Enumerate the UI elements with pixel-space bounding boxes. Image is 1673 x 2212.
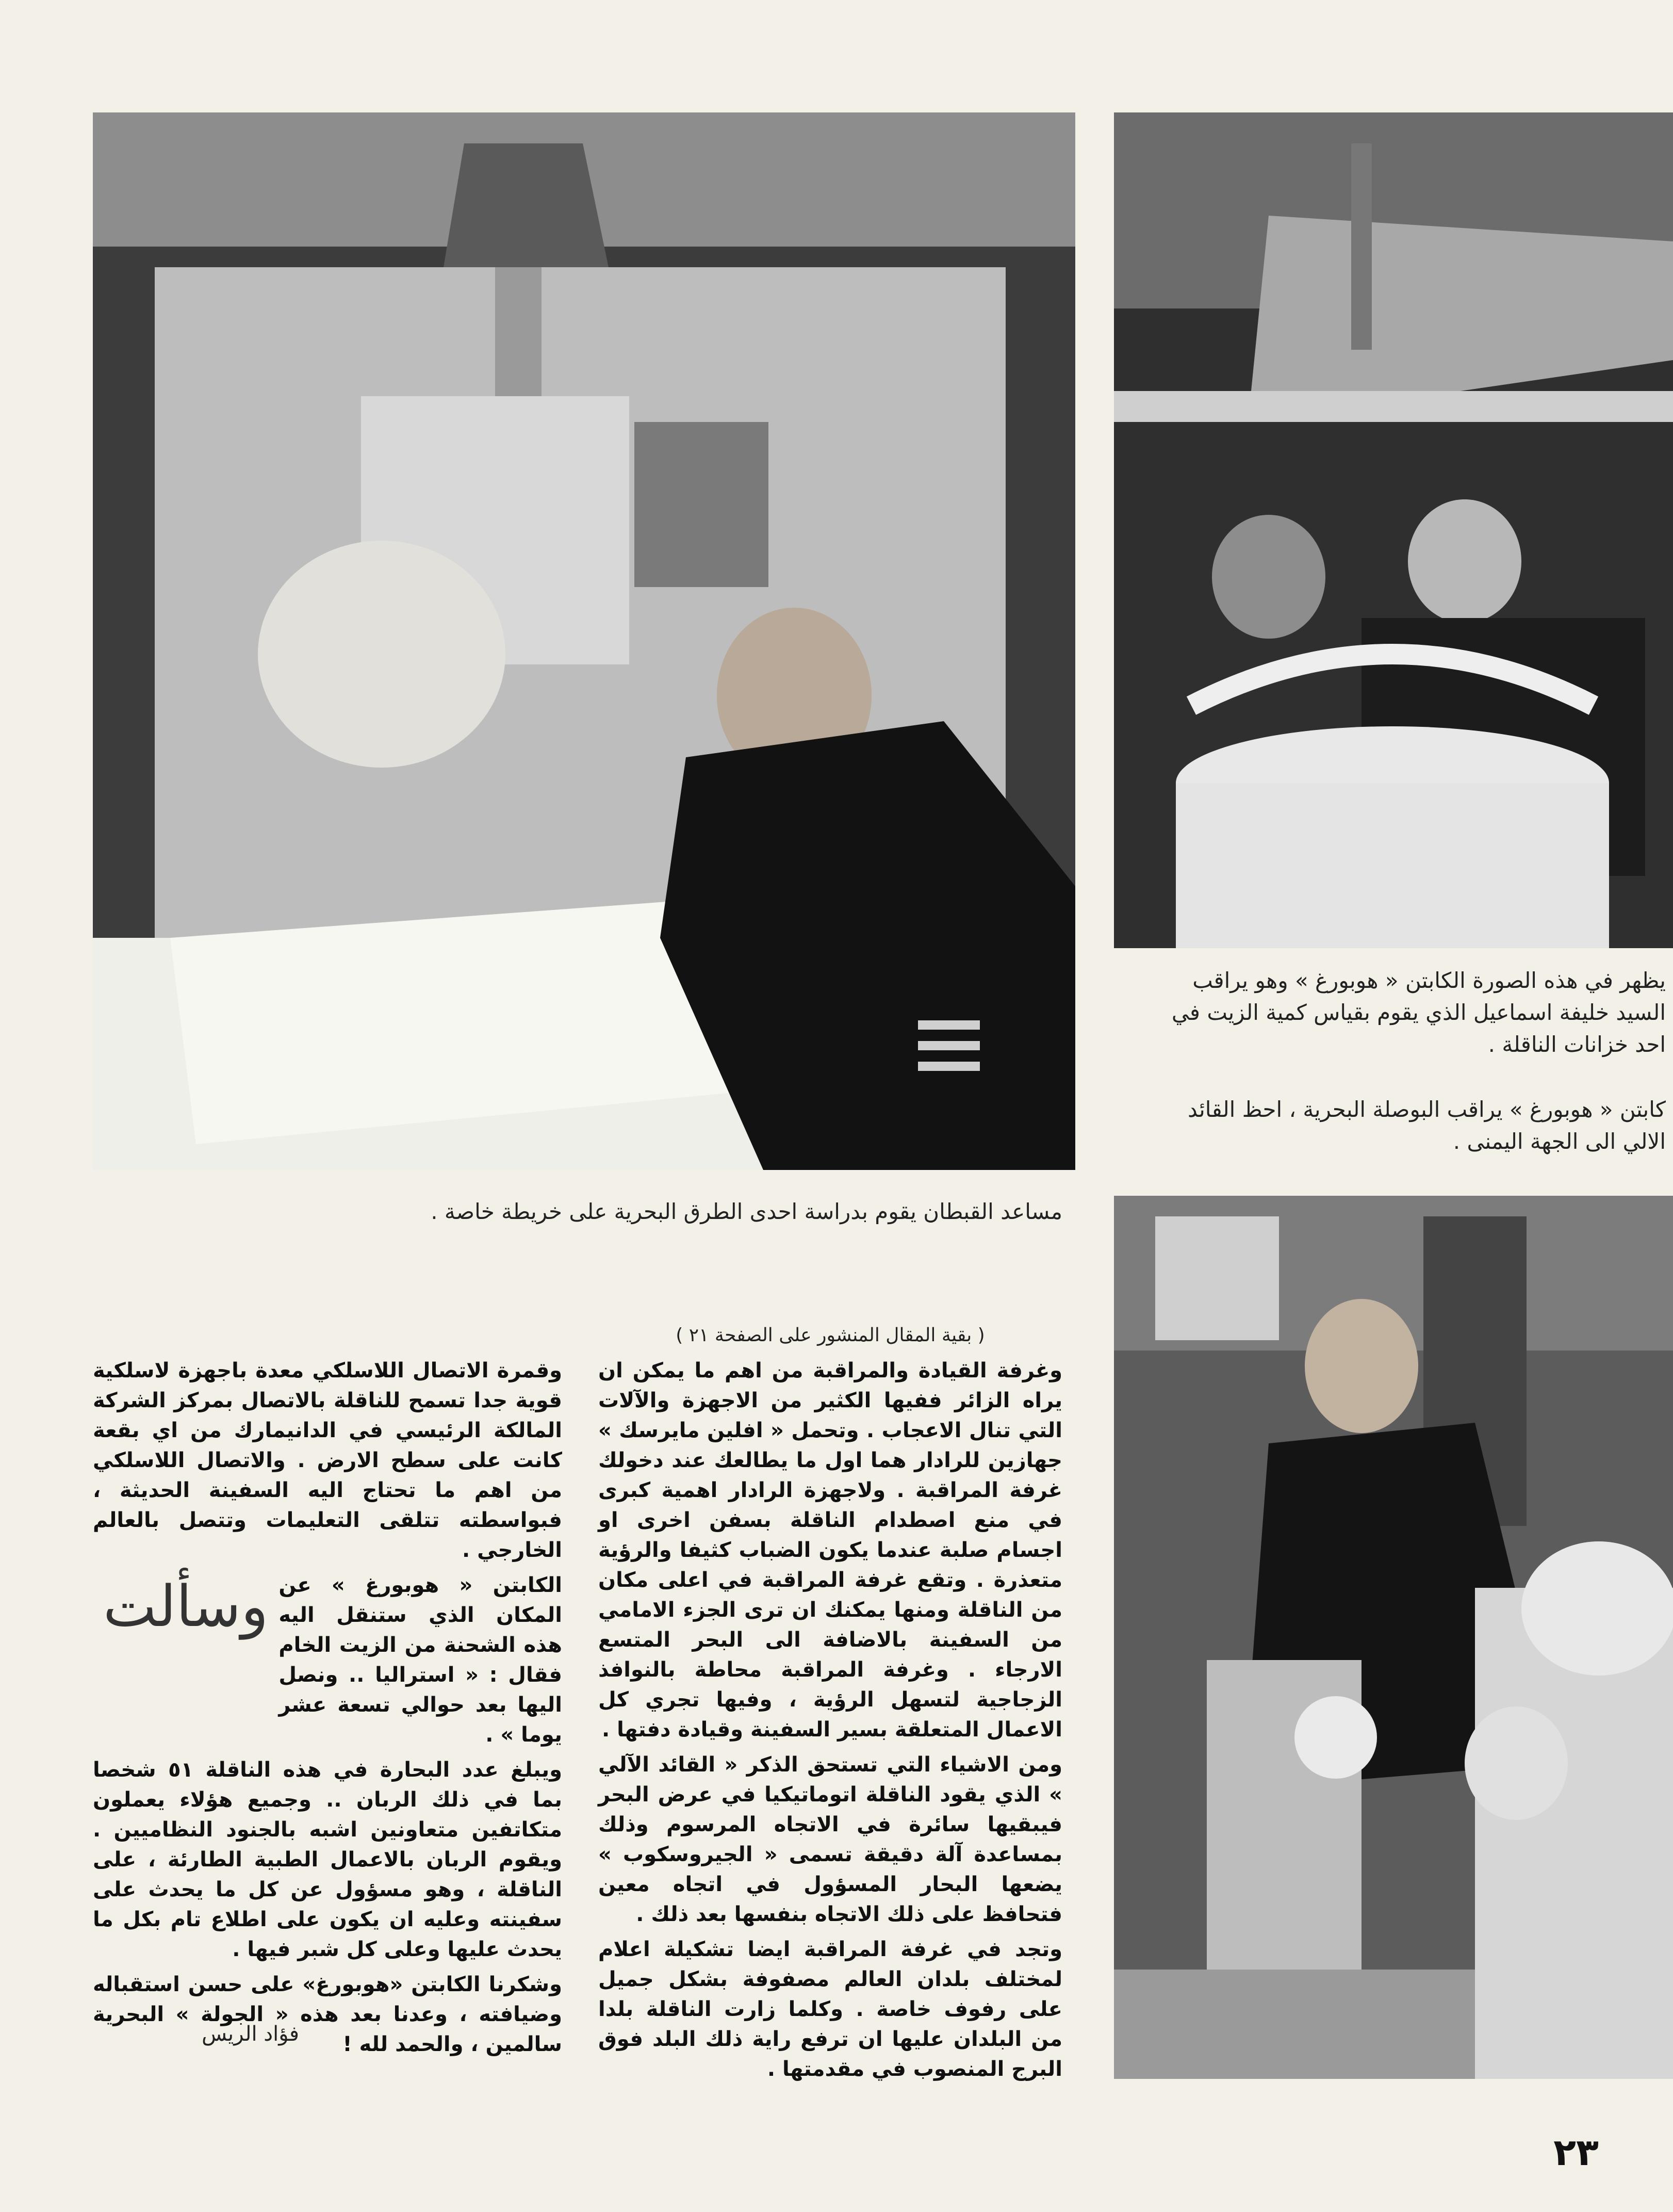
bridge-chart-illustration: [93, 112, 1075, 1170]
compass-caption: كابتن « هوبورغ » يراقب البوصلة البحرية ، احظ القائد الالي الى الجهة اليمنى .: [1188, 1097, 1666, 1154]
oil-tank-photo: [1114, 112, 1673, 948]
article-paragraph: وغرفة القيادة والمراقبة من اهم ما يمكن ان يراه الزائر ففيها الكثير من الاجهزة والآلات التي تنال الاعجاب . وتحمل « افلين مايرسك » جهازين للرادار هما اول ما يطالعك عند دخولك غرفة المراقبة . ولاجهزة الرادار اهمية كبرى في منع اصطدام الناقلة بسفن اخرى او اجسام صلبة عندما يكون الضباب كثيفا والرؤية متعذرة . وتقع غرفة المراقبة في اعلى مكان من الناقلة ومنها يمكنك ان ترى الجزء الامامي من السفينة بالاضافة الى البحر المتسع الارجاء . وغرفة المراقبة محاطة بالنوافذ الزجاجية لتسهل الرؤية ، وفيها تجري كل الاعمال المتعلقة بسير السفينة وقيادة دفتها .: [598, 1359, 1062, 1742]
oil-tank-illustration: [1114, 112, 1673, 948]
compass-photo: [1114, 1196, 1673, 2079]
article-paragraph: الكابتن « هوبورغ » عن المكان الذي ستنقل اليه هذه الشحنة من الزيت الخام فقال : « استراليا .. ونصل اليها بعد حوالي تسعة عشر يوما » .: [278, 1573, 562, 1747]
continued-note: ( بقية المقال المنشور على الصفحة ٢١ ): [676, 1325, 985, 1346]
page-number: ٢٣: [1553, 2130, 1599, 2174]
article-column-right: [598, 1356, 1062, 2089]
article-paragraph: ومن الاشياء التي تستحق الذكر « القائد الآلي » الذي يقود الناقلة اتوماتيكيا في عرض البحر فيبقيها سائرة في الاتجاه المرسوم وذلك بمساعدة آلة دقيقة تسمى « الجيروسكوب » يضعها البحار المسؤول في اتجاه معين فتحافظ على ذلك الاتجاه بنفسها بعد ذلك .: [598, 1753, 1062, 1926]
article-paragraph: وتجد في غرفة المراقبة ايضا تشكيلة اعلام لمختلف بلدان العالم مصفوفة بشكل جميل على رفوف خاصة . وكلما زارت الناقلة بلدا من البلدان عليها ان ترفع راية ذلك البلد فوق البرج المنصوب في مقدمتها .: [598, 1938, 1062, 2081]
article-column-left: [93, 1356, 562, 2064]
oil-tank-caption: يظهر في هذه الصورة الكابتن « هوبورغ » وهو يراقب السيد خليفة اسماعيل الذي يقوم بقياس كمية الزيت في احد خزانات الناقلة .: [1171, 968, 1666, 1057]
article-paragraph: ويبلغ عدد البحارة في هذه الناقلة ٥١ شخصا بما في ذلك الربان .. وجميع هؤلاء يعملون متكاتفين متعاونين اشبه بالجنود النظاميين . ويقوم الربان بالاعمال الطبية الطارئة ، على الناقلة ، وهو مسؤول عن كل ما يحدث على سفينته وعليه ان يكون على اطلاع تام بكل ما يحدث عليها وعلى كل شبر فيها .: [93, 1758, 562, 1961]
decorative-heading: وسألت: [103, 1573, 269, 1639]
bridge-chart-photo: [93, 112, 1075, 1170]
article-paragraph: وشكرنا الكابتن «هوبورغ» على حسن استقباله وضيافته ، وعدنا بعد هذه « الجولة » البحرية سالمين ، والحمد لله !: [93, 1973, 562, 2056]
heading-block: [93, 1570, 562, 1755]
article-paragraph: وقمرة الاتصال اللاسلكي معدة باجهزة لاسلكية قوية جدا تسمح للناقلة بالاتصال بمركز الشركة المالكة الرئيسي في الدانيمارك من اي بقعة كانت على سطح الارض . والاتصال اللاسلكي من اهم ما تحتاج اليه السفينة الحديثة ، فبواسطته تتلقى التعليمات وتتصل بالعالم الخارجي .: [93, 1359, 562, 1562]
compass-illustration: [1114, 1196, 1673, 2079]
main-photo-caption: مساعد القبطان يقوم بدراسة احدى الطرق البحرية على خريطة خاصة .: [431, 1199, 1062, 1224]
author-name: فؤاد الريس: [202, 2022, 299, 2046]
